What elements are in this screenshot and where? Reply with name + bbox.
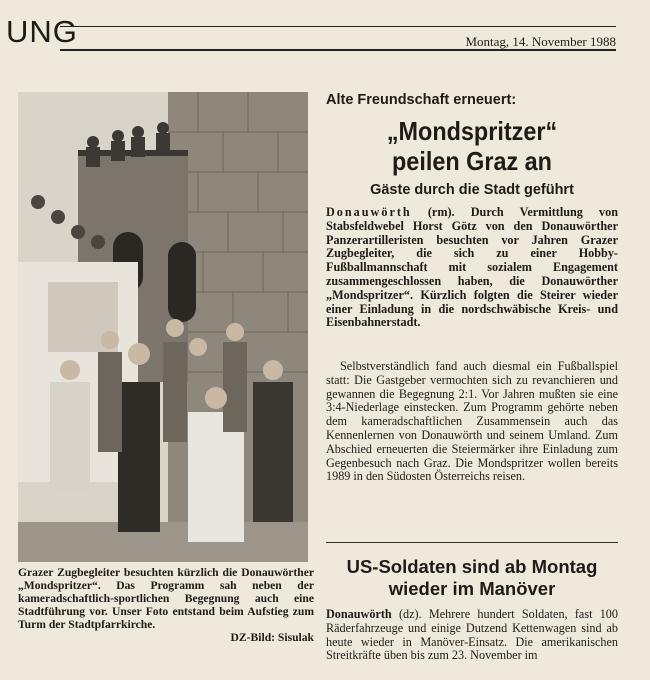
article-kicker: Alte Freundschaft erneuert: [326,92,517,108]
body-paragraph: Selbstverständlich fand auch diesmal ein Fußballspiel statt: Die Gastgeber vermochten sich zu revanchieren und gewannen die Begegnung 2:1. Vor Jahren mußten sie eine 3:4-Niederlage einstecken. Zum Programm gehörte neben dem kameradschaftlichen Zusammensein auch das Kennenlernen von Donauwörth und seinem Umland. Zum Abschied erneuerten die Steiermärker ihre Einladung zum Gegenbesuch nach Graz. Die Mondspritzer wollen bereits 1989 in den Südosten Österreichs reisen. [326,359,618,484]
headline-line-1: „Mondspritzer“ [386,116,558,146]
group-photo-icon [18,92,308,562]
headline2-line-2: wieder im Manöver [388,578,556,599]
article-lede [326,206,618,330]
caption-text: Grazer Zugbegleiter besuchten kürzlich die Donauwörther „Mondspritzer“. Das Programm sah neben der kameradschaftlich-sportlichen Begegnung auch eine Stadtführung vor. Unser Foto entstand beim Aufstieg zum Turm der Stadtpfarrkirche. [18,566,314,631]
masthead-rule-top [60,26,616,27]
group-photo [18,92,308,562]
article2-text: (dz). Mehrere hundert Soldaten, fast 100 Räderfahrzeuge und einige Dutzend Kettenwagen sind ab heute wieder in Manöver-Einsatz. Die amerikanischen Streitkräfte üben bis zum 23. November im [326,607,618,663]
headline2-line-1: US-Soldaten sind ab Montag [346,556,598,577]
masthead-name: UNG [6,14,78,49]
article2-headline [326,556,618,600]
article-headline [341,116,604,176]
article2-dateline: Donauwörth [326,607,392,621]
photo-caption [18,566,314,644]
lede-text: (rm). Durch Vermittlung von Stabsfeldwebel Horst Götz von den Donauwörther Panzerartilleristen besuchten vor Jahren Grazer Zugbegleiter, die sich zu einer Hobby-Fußballmannschaft mit sozialem Engagement zusammengeschlossen haben, die Donauwörther „Mondspritzer“. Kürzlich folgten die Steirer wieder einer Einladung in die nordschwäbische Kreis- und Eisenbahnerstadt. [326,205,618,330]
article-dateline: Donauwörth [326,205,412,219]
masthead-rule-bottom [60,49,616,51]
article-separator [326,542,618,543]
article-body [326,360,618,484]
article-subhead: Gäste durch die Stadt geführt [370,182,574,198]
photo-credit: DZ-Bild: Sisulak [230,631,314,644]
headline-line-2: peilen Graz an [392,146,552,176]
article2-body [326,608,618,663]
masthead-date: Montag, 14. November 1988 [465,34,616,49]
